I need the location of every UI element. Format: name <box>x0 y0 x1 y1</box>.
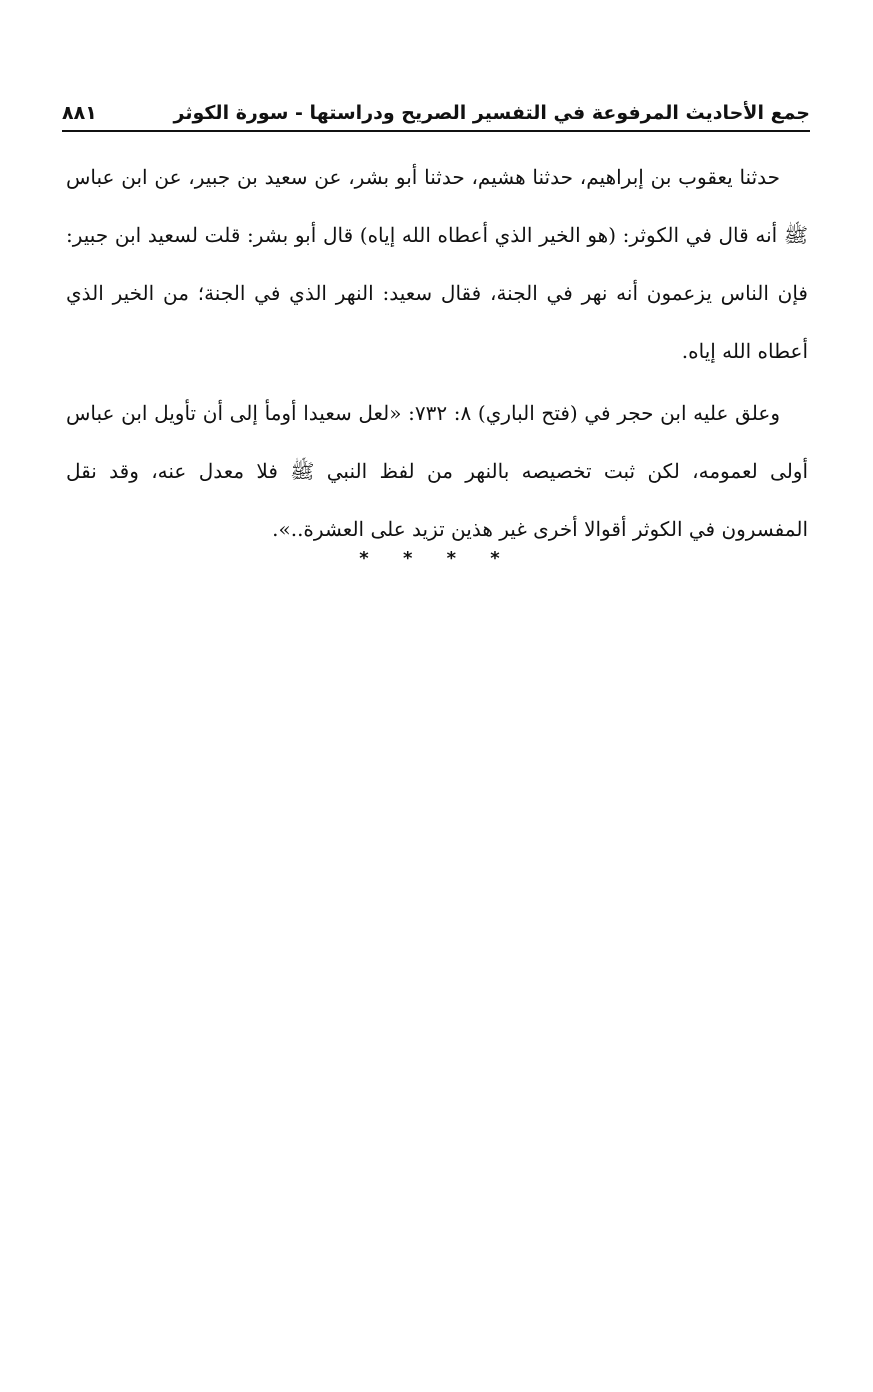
body-text <box>66 148 808 558</box>
page-number: ٨٨١ <box>62 102 97 124</box>
section-separator: * * * * <box>359 548 514 569</box>
paragraph-hadith: حدثنا يعقوب بن إبراهيم، حدثنا هشيم، حدثنا أبو بشر، عن سعيد بن جبير، عن ابن عباس ﷺ أنه قال في الكوثر: (هو الخير الذي أعطاه الله إياه) قال أبو بشر: قلت لسعيد ابن جبير: فإن الناس يزعمون أنه نهر في الجنة، فقال سعيد: النهر الذي في الجنة؛ من الخير الذي أعطاه الله إياه. <box>66 165 808 363</box>
running-header <box>62 100 810 132</box>
header-title: جمع الأحاديث المرفوعة في التفسير الصريح ودراستها - سورة الكوثر <box>173 102 810 124</box>
paragraph-commentary: وعلق عليه ابن حجر في (فتح الباري) ٨: ٧٣٢: «لعل سعيدا أومأ إلى أن تأويل ابن عباس أولى لعمومه، لكن ثبت تخصيصه بالنهر من لفظ النبي ﷺ فلا معدل عنه، وقد نقل المفسرون في الكوثر أقوالا أخرى غير هذين تزيد على العشرة..». <box>66 401 808 541</box>
